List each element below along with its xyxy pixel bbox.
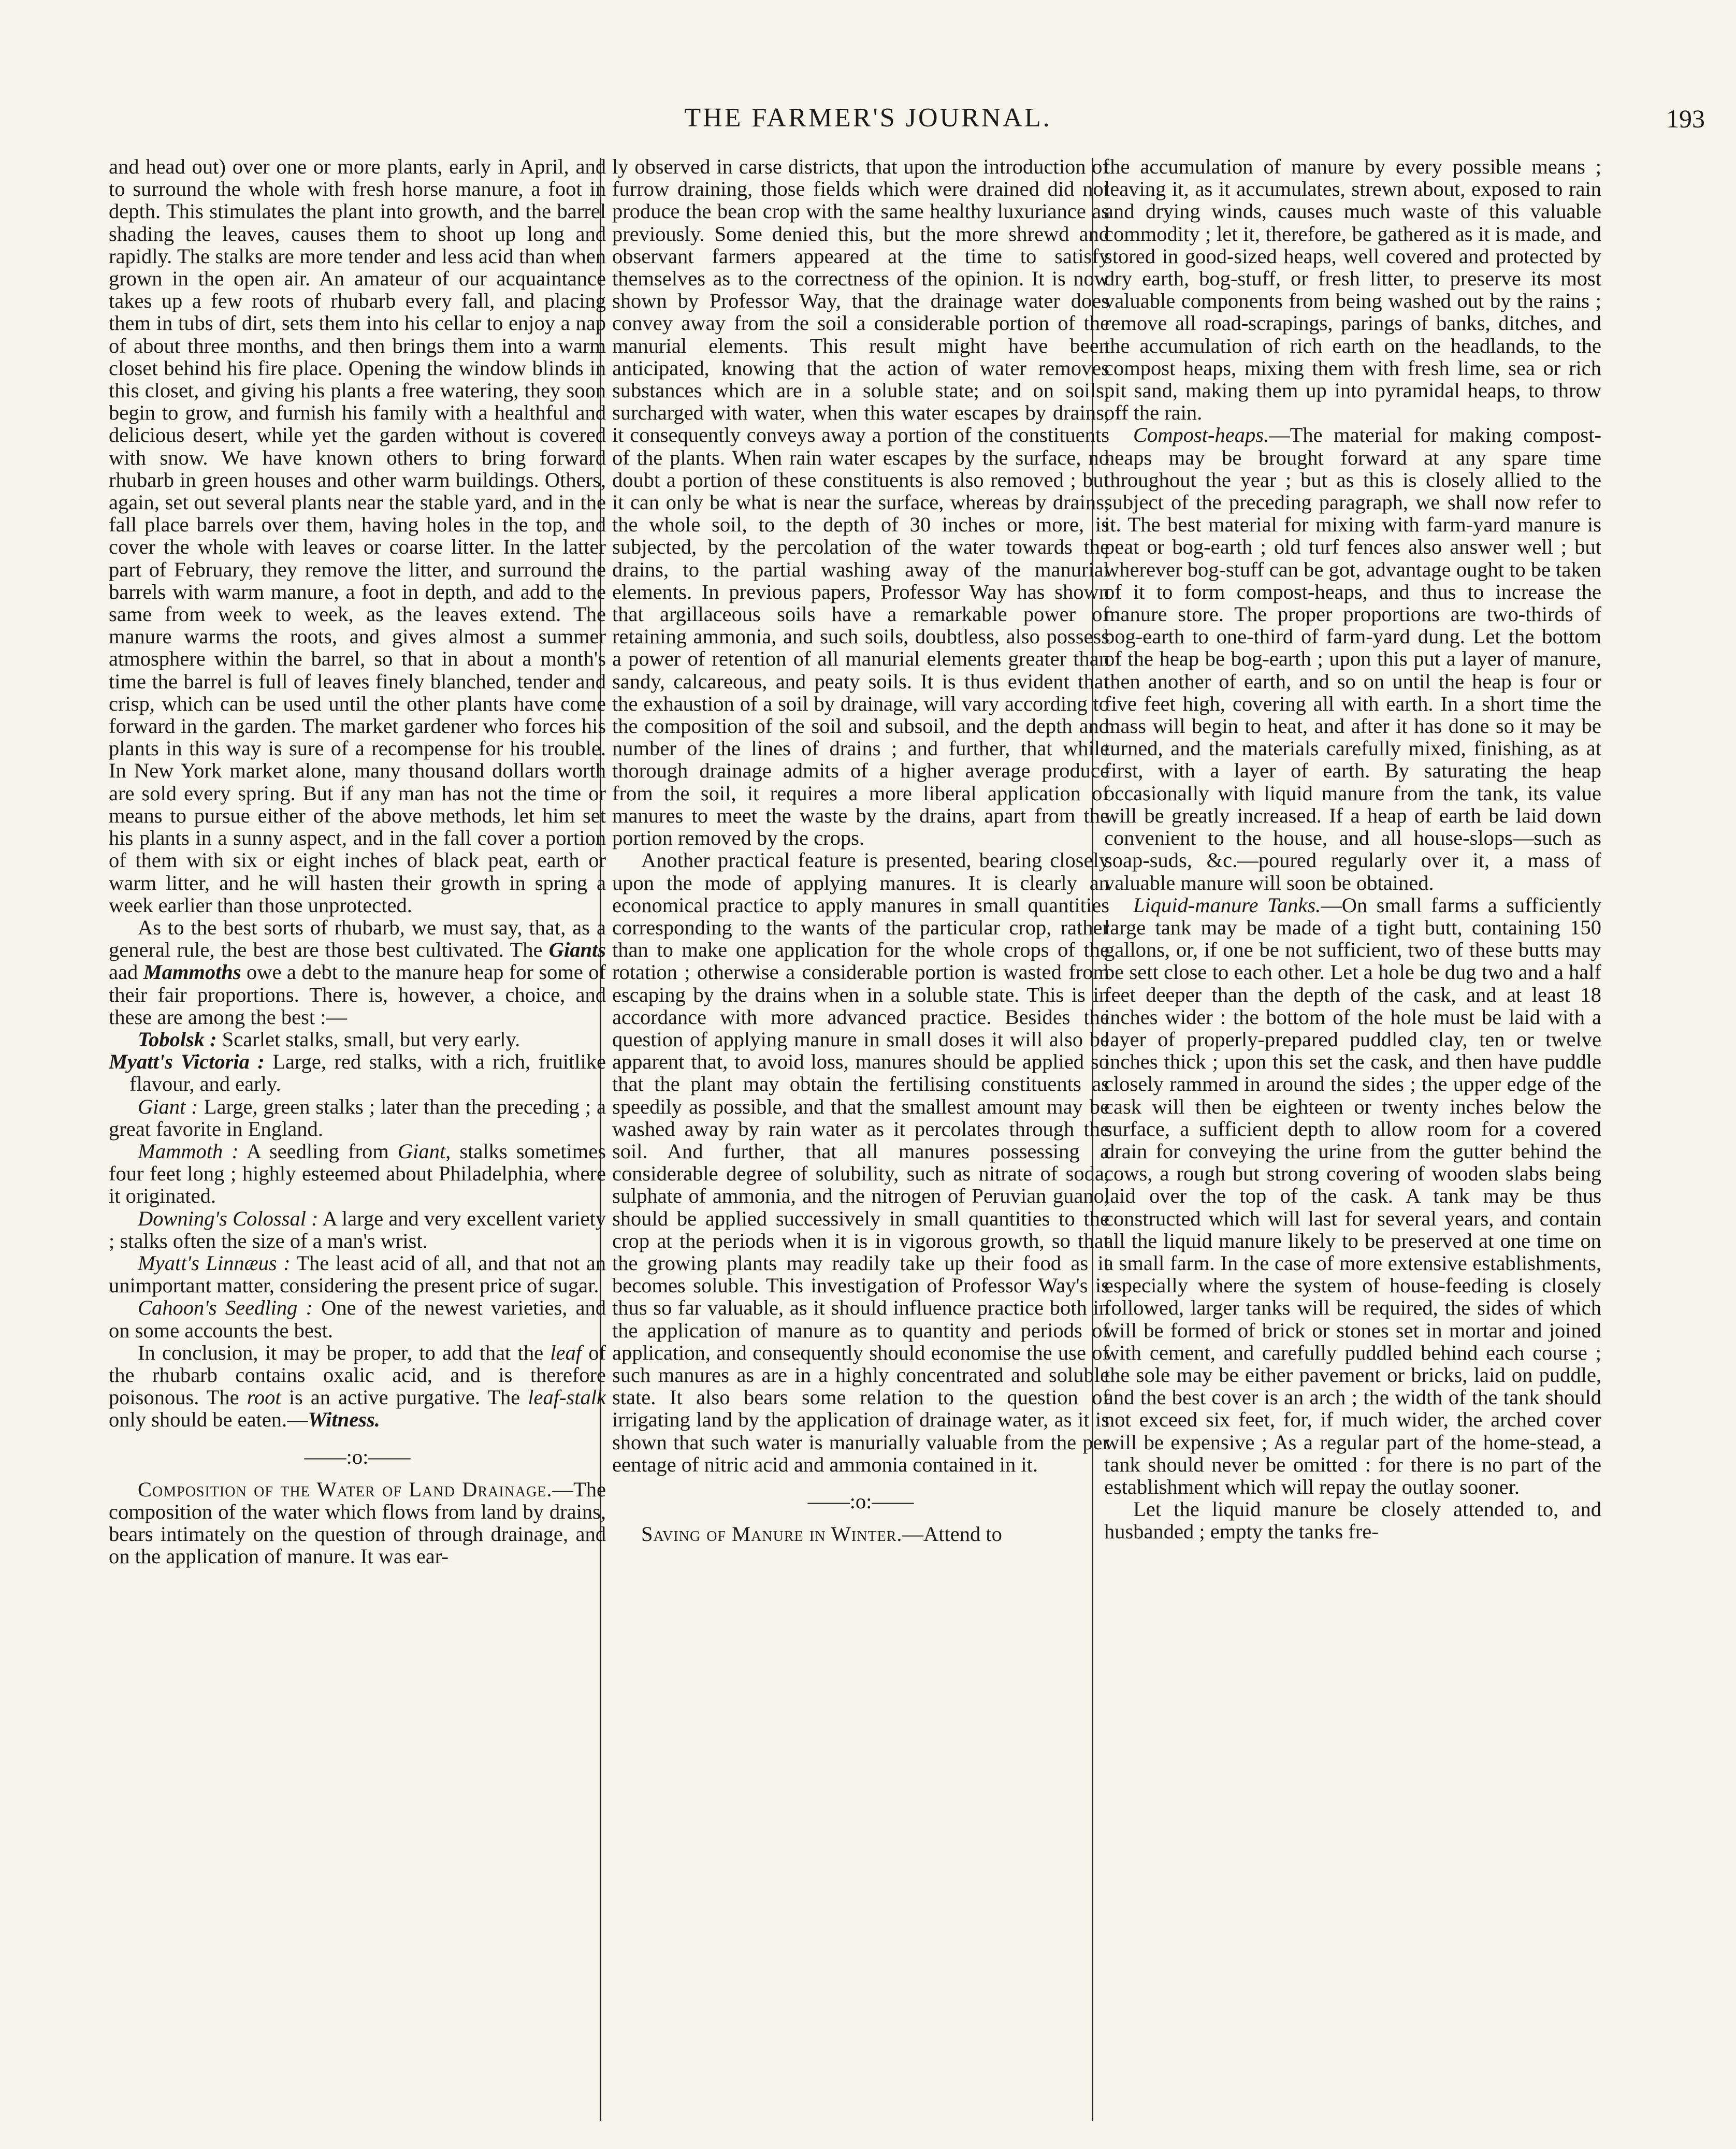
best-sorts-paragraph — [109, 916, 606, 1028]
section-separator: ——:o:—— — [304, 1445, 411, 1468]
variety-name: Cahoon's Seedling : — [138, 1296, 313, 1320]
practical-feature-paragraph: Another practical feature is presented, bearing closely upon the mode of applying manures. It is clearly an economical practice to apply manures in small quantities corresponding to the wants of the particular crop, rather than to make one application for the whole crops of the rotation ; otherwise a considerable portion is wasted from escaping by the drains when in a soluble state. This is in accordance with more advanced practice. Besides the question of applying manure in small doses it will also be apparent that, to avoid loss, manures should be applied so that the plant may obtain the fertilising constituents as speedily as possible, and that the smallest amount may be washed away by rain water as it percolates through the soil. And further, that all manures possessing a considerable degree of solubility, such as nitrate of soda, sulphate of ammonia, and the nitrogen of Peruvian guano, should be applied successively in small quantities to the crop at the periods when it is in vigorous growth, so that the growing plants may readily take up their food as it becomes soluble. This investigation of Professor Way's is thus so far valuable, as it should influence practice both in the application of manure as to quantity and periods of application, and consequently should economise the use of such manures as are in a highly concentrated and soluble state. It also bears some relation to the question of irrigating land by the application of drainage water, as it is shown that such water is manurially valuable from the per eentage of nitric acid and ammonia contained in it. — [612, 848, 1109, 1476]
variety-name: Myatt's Victoria : — [109, 1050, 265, 1074]
variety-description: One of the newest varieties, and on some accounts the best. — [109, 1296, 606, 1342]
variety-name: Tobolsk : — [138, 1027, 217, 1051]
text-run: —Attend to — [902, 1522, 1002, 1546]
variety-name: Giant : — [138, 1094, 198, 1118]
section-separator: ——:o:—— — [807, 1489, 914, 1513]
variety-name: Myatt's Linnæus : — [138, 1251, 291, 1275]
text-run: owe a debt to the manure heap for some of their fair proportions. There is, however, a choice, and these are among the best :— — [109, 960, 606, 1029]
text-run: —The material for making compost-heaps may be brought forward at any spare time throughout the year ; but as this is closely allied to the subject of the preceding paragraph, we shall now refer to it. The best material for mixing with farm-yard manure is peat or bog-earth ; old turf fences also answer well ; but wherever bog-stuff can be got, advantage ought to be taken of it to form compost-heaps, and thus to increase the manure store. The proper proportions are two-thirds of bog-earth to one-third of farm-yard dung. Let the bottom of the heap be bog-earth ; upon this put a layer of manure, then another of earth, and so on until the heap is four or five feet high, covering all with earth. In a short time the mass will begin to heat, and after it has done so it may be turned, and the materials carefully mixed, finishing, as at first, with a layer of earth. By saturating the heap occasionally with liquid manure from the tank, its value will be greatly increased. If a heap of earth be laid down convenient to the house, and all house-slops—such as soap-suds, &c.—poured regularly over it, a mass of valuable manure will soon be obtained. — [1104, 423, 1601, 895]
drainage-continuation-paragraph: ly observed in carse districts, that upon the introduction of furrow draining, those fields which were drained did not produce the bean crop with the same healthy luxuriance as previously. Some denied this, but the more shrewd and observant farmers appeared at the time to satisfy themselves as to the correctness of the opinion. It is now shown by Professor Way, that the drainage water does convey away from the soil a considerable portion of the manurial elements. This result might have been anticipated, knowing that the action of water removes substances which are in a soluble state; and on soils, surcharged with water, when this water escapes by drains, it consequently conveys away a portion of the constituents of the plants. When rain water escapes by the surface, no doubt a portion of these constituents is also removed ; but it can only be what is near the surface, whereas by drains, the whole soil, to the depth of 30 inches or more, is subjected, by the percolation of the water towards the drains, to the partial washing away of the manurial elements. In previous papers, Professor Way has shown that argillaceous soils have a remarkable power of retaining ammonia, and such soils, doubtless, also possess a power of retention of all manurial elements greater than sandy, calcareous, and peaty soils. It is thus evident that the exhaustion of a soil by drainage, will vary according to the composition of the soil and subsoil, and the depth and number of the lines of drains ; and further, that while thorough drainage admits of a higher average produce from the soil, it requires a more liberal application of manures to meet the waste by the drains, apart from the portion removed by the crops. — [612, 155, 1109, 850]
section-heading: Liquid-manure Tanks. — [1133, 893, 1321, 917]
variety-name: Mammoth : — [138, 1139, 239, 1163]
variety-description: A large and very excellent variety ; stalks often the size of a man's wrist. — [109, 1206, 606, 1252]
variety-mammoths: Mammoths — [143, 960, 241, 984]
variety-giants: Giants — [548, 938, 606, 962]
variety-myatts-victoria — [109, 1050, 606, 1095]
variety-cahoons-seedling — [109, 1296, 606, 1341]
emphasis-leaf-stalk: leaf-stalk — [528, 1386, 606, 1409]
section-heading: Saving of Manure in Winter. — [641, 1522, 903, 1546]
text-run: only should be eaten.— — [109, 1408, 308, 1432]
variety-name: Downing's Colossal : — [138, 1206, 319, 1230]
drainage-water-paragraph — [109, 1478, 606, 1568]
liquid-manure-tanks-paragraph — [1104, 894, 1601, 1498]
text-run: As to the best sorts of rhubarb, we must say, that, as a general rule, the best are those best cultivated. The — [109, 915, 606, 962]
column-2 — [612, 155, 1109, 2129]
saving-manure-paragraph — [612, 1523, 1109, 1545]
text-run: is an active purgative. The — [281, 1386, 528, 1409]
text-run: of the rhubarb contains oxalic acid, and is therefore poisonous. The — [109, 1340, 606, 1409]
variety-giant — [109, 1095, 606, 1140]
variety-description: A seedling from — [238, 1139, 398, 1163]
variety-description: Large, green stalks ; later than the preceding ; a great favorite in England. — [109, 1094, 606, 1141]
variety-description: The least acid of all, and that not an unimportant matter, considering the present price of sugar. — [109, 1251, 606, 1297]
section-heading: Compost-heaps. — [1133, 423, 1269, 447]
text-run: —On small farms a sufficiently large tank may be made of a tight butt, containing 150 gallons, or, if one be not sufficient, two of these butts may be sett close to each other. Let a hole be dug two and a half feet deeper than the depth of the cask, and at least 18 inches wider : the bottom of the hole must be laid with a layer of properly-prepared puddled clay, ten or twelve inches thick ; upon this set the cask, and then have puddle closely rammed in around the sides ; the upper edge of the cask will then be eighteen or twenty inches below the surface, a sufficient depth to allow room for a covered drain for conveying the urine from the gutter behind the cows, a rough but strong covering of wooden slabs being laid over the top of the cask. A tank may be thus constructed which will last for several years, and contain all the liquid manure likely to be preserved at one time on a small farm. In the case of more extensive establishments, especially where the system of house-feeding is closely followed, larger tanks will be required, the sides of which will be formed of brick or stones set in mortar and joined with cement, and carefully puddled behind each course ; the sole may be either pavement or bricks, laid on puddle, and the best cover is an arch ; the width of the tank should not exceed six feet, for, if much wider, the arched cover will be expensive ; As a regular part of the home-stead, a tank should never be omitted : for there is no part of the establishment which will repay the outlay sooner. — [1104, 893, 1601, 1498]
text-run: —The composition of the water which flows from land by drains, bears intimately on the question of through drainage, and on the application of manure. It was ear- — [109, 1477, 606, 1568]
variety-reference: Giant, — [397, 1139, 451, 1163]
column-3 — [1104, 155, 1601, 2129]
conclusion-paragraph — [109, 1342, 606, 1431]
page-number: 193 — [1666, 104, 1705, 133]
compost-heaps-paragraph — [1104, 424, 1601, 893]
journal-title: THE FARMER'S JOURNAL. — [684, 103, 1052, 133]
manure-accumulation-paragraph: the accumulation of manure by every possible means ; leaving it, as it accumulates, strewn about, exposed to rain and drying winds, causes much waste of this valuable commodity ; let it, therefore, be gathered as it is made, and stored in good-sized heaps, well covered and protected by dry earth, bog-stuff, or fresh litter, to preserve its most valuable components from being washed out by the rains ; remove all road-scrapings, parings of banks, ditches, and the accumulation of rich earth on the headlands, to the compost heaps, mixing them with fresh lime, sea or rich pit sand, making them up into pyramidal heaps, to throw off the rain. — [1104, 155, 1601, 425]
text-run: In conclusion, it may be proper, to add that the — [138, 1340, 551, 1364]
variety-myatts-linnaeus — [109, 1252, 606, 1296]
variety-mammoth — [109, 1140, 606, 1207]
emphasis-root: root — [247, 1386, 281, 1409]
variety-description: stalks sometimes four feet long ; highly esteemed about Philadelphia, where it originated. — [109, 1139, 606, 1208]
source-attribution: Witness. — [308, 1408, 380, 1432]
variety-description: Scarlet stalks, small, but very early. — [216, 1027, 520, 1051]
emphasis-leaf: leaf — [550, 1340, 582, 1364]
variety-downings-colossal — [109, 1207, 606, 1252]
variety-description: Large, red stalks, with a rich, fruitlike flavour, and early. — [129, 1050, 606, 1096]
page-header — [0, 98, 1736, 145]
liquid-manure-closing-paragraph: Let the liquid manure be closely attended to, and husbanded ; empty the tanks fre- — [1104, 1497, 1601, 1544]
variety-tobolsk — [109, 1028, 606, 1050]
section-heading: Composition of the Water of Land Drainage. — [138, 1477, 553, 1501]
rhubarb-forcing-paragraph: and head out) over one or more plants, early in April, and to surround the whole with fresh horse manure, a foot in depth. This stimulates the plant into growth, and the barrel shading the leaves, causes them to shoot up long and rapidly. The stalks are more tender and less acid than when grown in the open air. An amateur of our acquaintance takes up a few roots of rhubarb every fall, and placing them in tubs of dirt, sets them into his cellar to enjoy a nap of about three months, and then brings them into a warm closet behind his fire place. Opening the window blinds in this closet, and giving his plants a free watering, they soon begin to grow, and furnish his family with a healthful and delicious desert, while yet the garden without is covered with snow. We have known others to bring forward rhubarb in green houses and other warm buildings. Others, again, set out several plants near the stable yard, and in the fall place barrels over them, having holes in the top, and cover the whole with leaves or coarse litter. In the latter part of February, they remove the litter, and surround the barrels with warm manure, a foot in depth, and add to the same from week to week, as the leaves extend. The manure warms the roots, and gives almost a summer atmosphere within the barrel, so that in about a month's time the barrel is full of leaves finely blanched, tender and crisp, which can be used until the other plants have come forward in the garden. The market gardener who forces his plants in this way is sure of a recompense for his trouble. In New York market alone, many thousand dollars worth are sold every spring. But if any man has not the time or means to pursue either of the above methods, let him set his plants in a sunny aspect, and in the fall cover a portion of them with six or eight inches of black peat, earth or warm litter, and he will hasten their growth in spring a week earlier than those unprotected. — [109, 155, 606, 917]
text-run: aad — [109, 960, 143, 984]
column-1 — [109, 155, 606, 2129]
